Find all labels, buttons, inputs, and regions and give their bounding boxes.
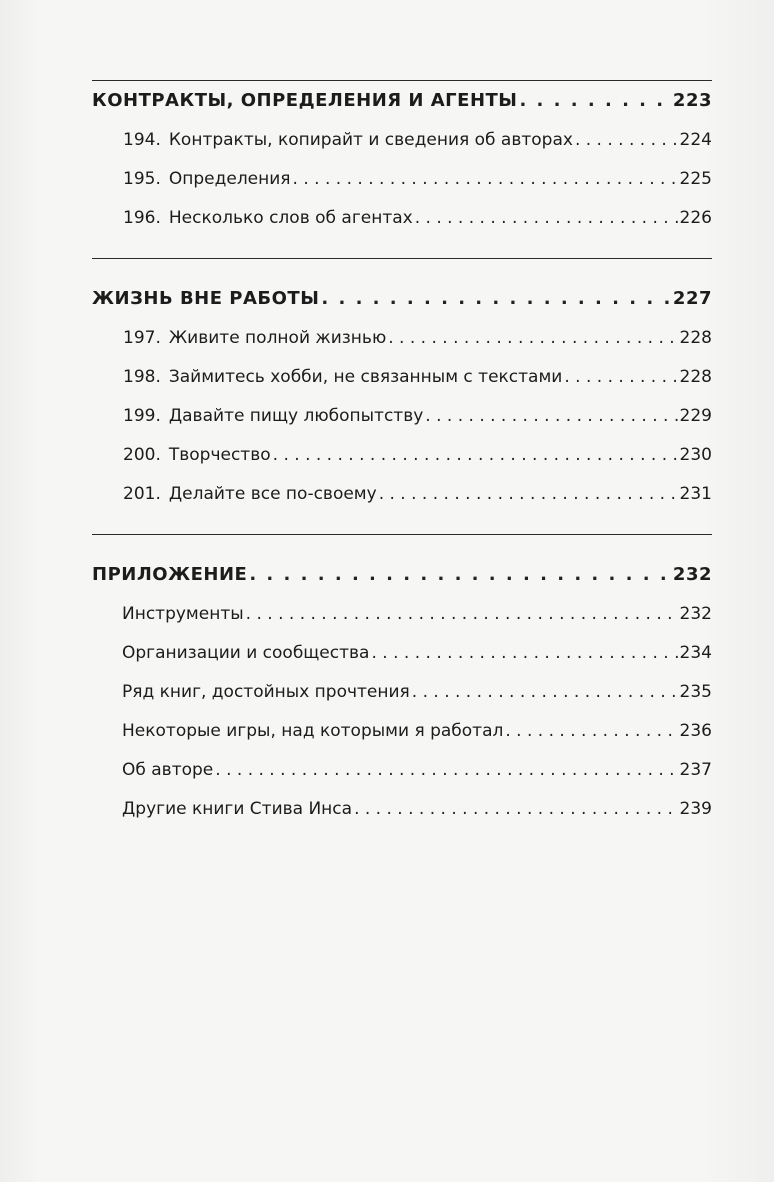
entry-number: 200.	[123, 445, 161, 465]
dot-leader	[415, 199, 678, 238]
entry-number: 194.	[123, 130, 161, 150]
entry-number: 196.	[123, 208, 161, 228]
entry-page: 226	[679, 208, 712, 228]
dot-leader	[575, 121, 678, 160]
entry-number: 201.	[123, 484, 161, 504]
dot-leader	[388, 319, 677, 358]
entry-title: Определения	[168, 169, 291, 189]
dot-leader	[273, 436, 678, 475]
entry-page: 236	[679, 721, 712, 741]
section-heading	[92, 555, 712, 595]
section-page: 223	[672, 90, 712, 111]
section-title: ПРИЛОЖЕНИЕ	[92, 564, 248, 585]
entry-number: 197.	[123, 328, 161, 348]
entry-page: 230	[679, 445, 712, 465]
entry-title: Об авторе	[122, 760, 214, 780]
section-title: КОНТРАКТЫ, ОПРЕДЕЛЕНИЯ И АГЕНТЫ	[92, 90, 518, 111]
dot-leader	[354, 790, 677, 829]
toc-entry	[92, 751, 712, 790]
entry-title: Ряд книг, достойных прочтения	[122, 682, 410, 702]
toc-entry	[92, 397, 712, 436]
toc-entry	[92, 199, 712, 238]
toc-entry	[92, 358, 712, 397]
entry-title: Другие книги Стива Инса	[122, 799, 353, 819]
section-heading	[92, 279, 712, 319]
section-page: 232	[672, 564, 712, 585]
section-separator	[92, 238, 712, 279]
entry-title: Делайте все по-своему	[168, 484, 377, 504]
dot-leader	[379, 475, 678, 514]
section-title: ЖИЗНЬ ВНЕ РАБОТЫ	[92, 288, 320, 309]
entry-number: 199.	[123, 406, 161, 426]
toc-entry	[92, 475, 712, 514]
toc-entry	[92, 319, 712, 358]
entry-page: 225	[679, 169, 712, 189]
toc-entry	[92, 436, 712, 475]
entry-title: Давайте пищу любопытству	[168, 406, 424, 426]
dot-leader	[412, 673, 678, 712]
entry-page: 235	[679, 682, 712, 702]
toc-entry	[92, 160, 712, 199]
entry-page: 232	[679, 604, 712, 624]
entry-number: 198.	[123, 367, 161, 387]
entry-title: Займитесь хобби, не связанным с текстами	[168, 367, 563, 387]
entry-page: 239	[679, 799, 712, 819]
section-separator	[92, 514, 712, 555]
dot-leader	[519, 81, 670, 121]
toc-entry	[92, 121, 712, 160]
entry-page: 228	[679, 367, 712, 387]
entry-page: 229	[679, 406, 712, 426]
dot-leader	[215, 751, 677, 790]
entry-title: Организации и сообщества	[122, 643, 370, 663]
dot-leader	[246, 595, 678, 634]
entry-page: 237	[679, 760, 712, 780]
divider-rule	[92, 258, 712, 259]
entry-title: Некоторые игры, над которыми я работал	[122, 721, 504, 741]
section-page: 227	[672, 288, 712, 309]
entry-page: 228	[679, 328, 712, 348]
section-heading	[92, 81, 712, 121]
entry-title: Живите полной жизнью	[168, 328, 387, 348]
dot-leader	[321, 279, 671, 319]
table-of-contents	[92, 80, 712, 829]
entry-page: 234	[679, 643, 712, 663]
entry-title: Творчество	[168, 445, 271, 465]
dot-leader	[249, 555, 671, 595]
toc-entry	[92, 595, 712, 634]
dot-leader	[371, 634, 677, 673]
toc-entry	[92, 673, 712, 712]
toc-entry	[92, 712, 712, 751]
entry-title: Контракты, копирайт и сведения об авторах	[168, 130, 573, 150]
entry-page: 224	[679, 130, 712, 150]
toc-entry	[92, 790, 712, 829]
dot-leader	[425, 397, 677, 436]
entry-number: 195.	[123, 169, 161, 189]
entry-title: Несколько слов об агентах	[168, 208, 413, 228]
dot-leader	[505, 712, 677, 751]
dot-leader	[564, 358, 677, 397]
entry-page: 231	[679, 484, 712, 504]
toc-entry	[92, 634, 712, 673]
entry-title: Инструменты	[122, 604, 244, 624]
divider-rule	[92, 534, 712, 535]
dot-leader	[293, 160, 678, 199]
